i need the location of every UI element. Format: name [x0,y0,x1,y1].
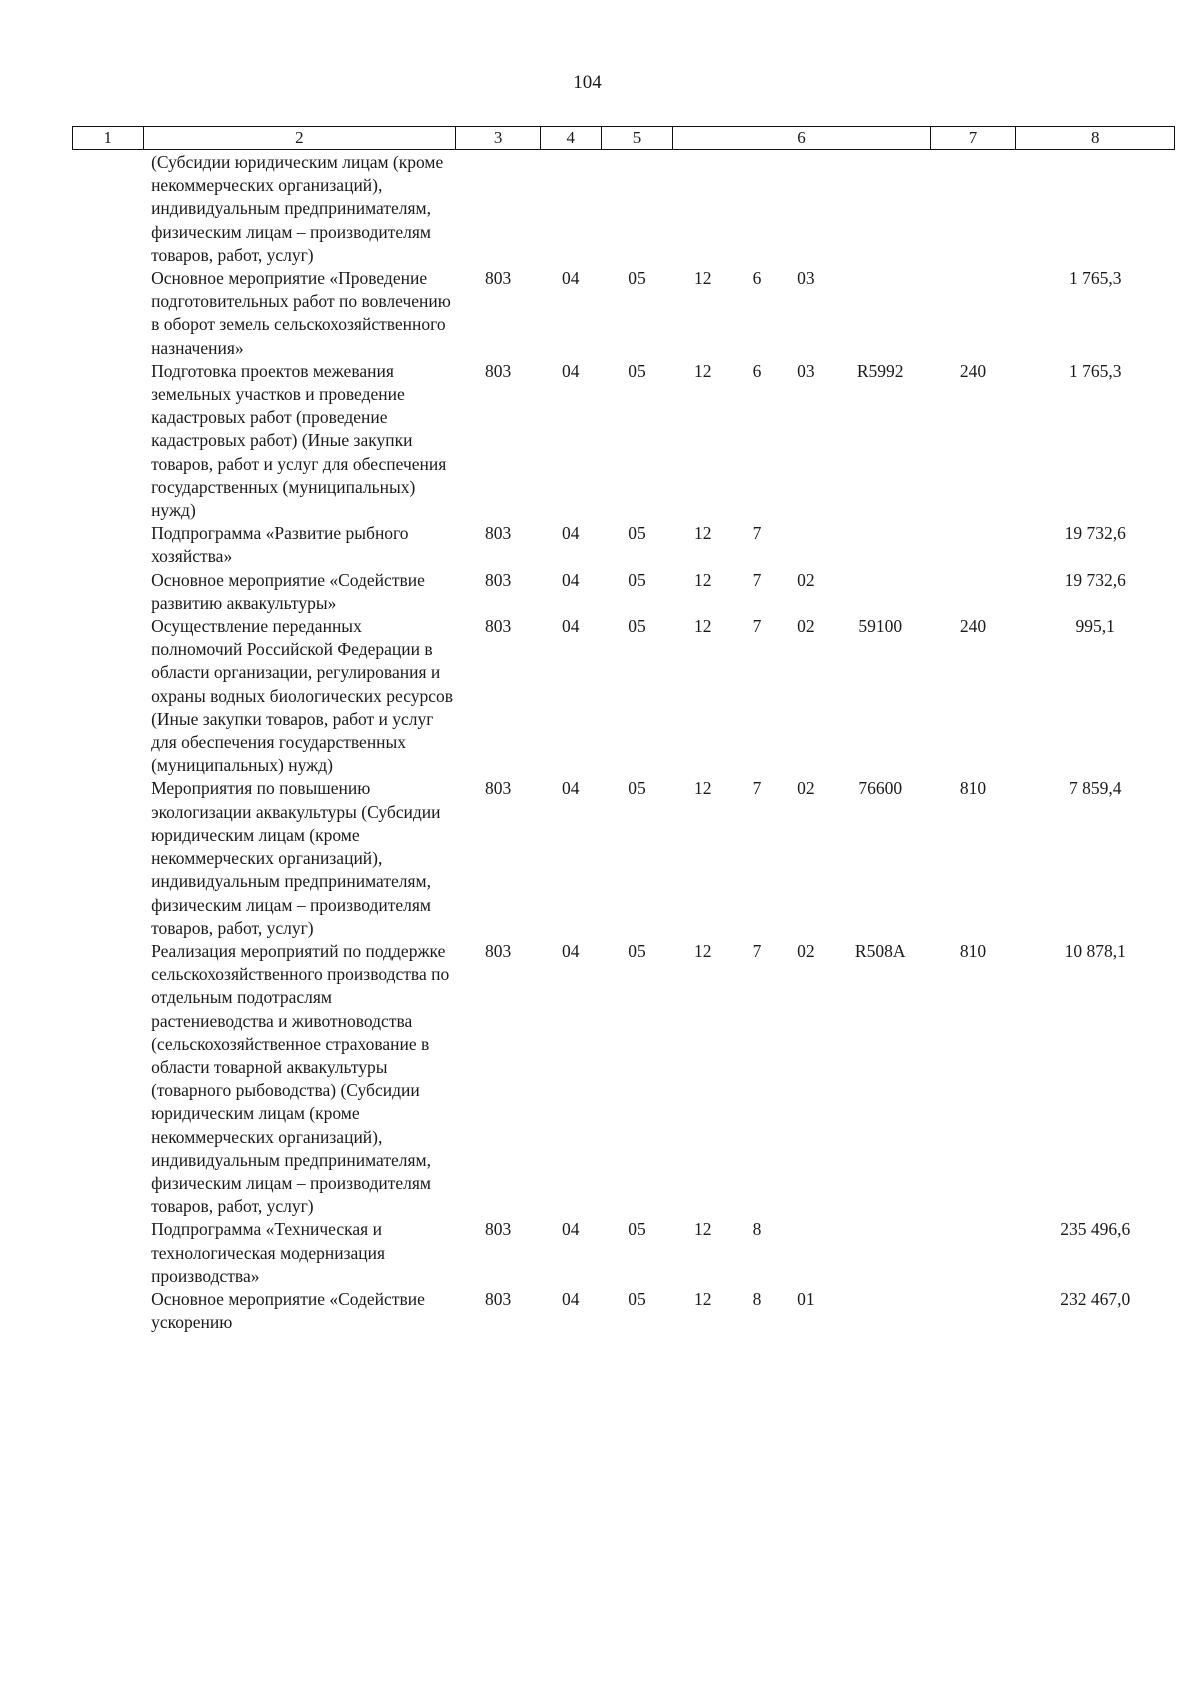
activity-code: 02 [797,616,815,637]
subprogram-code: 6 [752,268,762,289]
section-code: 04 [562,569,580,590]
page-number: 104 [573,72,602,93]
amount: 19 732,6 [1064,523,1126,544]
subprogram-code: 7 [752,778,762,799]
amount: 232 467,0 [1060,1288,1131,1309]
item-name: (Субсидии юридическим лицам (кроме некоммерческих организаций), индивидуальным предпринимателям, физическим лицам – производителям товаров, работ, услуг) [151,152,444,265]
program-code [673,150,733,268]
section-code: 04 [562,778,580,799]
subsection-code: 05 [628,940,646,961]
section-code: 04 [562,523,580,544]
section-code: 04 [562,268,580,289]
activity-code [781,150,830,268]
program-code: 12 [693,569,712,590]
table-body [73,150,1175,1335]
direction-code: R5992 [856,360,904,381]
ministry-code: 803 [484,940,512,961]
subprogram-code: 6 [752,360,762,381]
direction-code: R508A [854,940,906,961]
amount [1016,150,1175,268]
first-col-cell [73,777,144,939]
item-name: Основное мероприятие «Содействие развитию аквакультуры» [151,569,425,613]
section-code: 04 [562,616,580,637]
subsection-code: 05 [628,569,646,590]
activity-code: 01 [797,1288,815,1309]
item-name: Подпрограмма «Развитие рыбного хозяйства» [151,523,409,567]
expense-type-code: 810 [959,940,987,961]
subsection-code: 05 [628,360,646,381]
section-code: 04 [562,1288,580,1309]
item-name: Реализация мероприятий по поддержке сельскохозяйственного производства по отдельным подотраслям растениеводства и животноводства (сельскохозяйственное страхование в области товарной аквакультуры (товарного рыбоводства) (Субсидии юридическим лицам (кроме некоммерческих организаций), индивидуальным предпринимателям, физическим лицам – производителям товаров, работ, услуг) [151,940,450,1217]
activity-code: 03 [797,360,815,381]
program-code: 12 [693,616,712,637]
section-code: 04 [562,940,580,961]
activity-code: 02 [797,940,815,961]
program-code: 12 [693,940,712,961]
first-col-cell [73,1218,144,1288]
amount: 995,1 [1075,616,1115,637]
direction-code: 76600 [858,778,903,799]
header-col-6: 6 [673,127,930,150]
subsection-code: 05 [628,1288,646,1309]
subprogram-code: 8 [752,1288,762,1309]
item-name: Основное мероприятие «Содействие ускорению [151,1288,425,1333]
ministry-code: 803 [484,778,512,799]
ministry-code: 803 [484,523,512,544]
amount: 19 732,6 [1064,569,1126,590]
subsection-code: 05 [628,523,646,544]
subprogram-code: 7 [752,940,762,961]
section-code: 04 [562,360,580,381]
subprogram-code: 7 [752,523,762,544]
first-col-cell [73,940,144,1218]
table-row [73,569,1175,615]
direction-code [830,267,930,360]
subsection-code [601,150,673,268]
subprogram-code: 7 [752,569,762,590]
budget-table [72,126,1175,1334]
item-name: Осуществление переданных полномочий Российской Федерации в области организации, регулирования и охраны водных биологических ресурсов (Иные закупки товаров, работ и услуг для обеспечения государственных (муниципальных) нужд) [151,616,454,776]
expense-type-code: 810 [959,778,987,799]
item-name: Подпрограмма «Техническая и технологическая модернизация производства» [151,1219,386,1286]
ministry-code: 803 [484,1288,512,1309]
amount: 1 765,3 [1068,360,1122,381]
header-col-3: 3 [456,127,541,150]
table-row [73,267,1175,360]
program-code: 12 [693,1288,712,1309]
first-col-cell [73,1288,144,1334]
header-col-8: 8 [1016,127,1175,150]
amount: 10 878,1 [1064,940,1126,961]
ministry-code: 803 [484,1219,512,1240]
direction-code [830,150,930,268]
direction-code [830,1288,930,1334]
table-row [73,1288,1175,1334]
ministry-code: 803 [484,268,512,289]
ministry-code [456,150,541,268]
header-row [73,127,1175,150]
table-row [73,1218,1175,1288]
ministry-code: 803 [484,360,512,381]
item-name: Подготовка проектов межевания земельных участков и проведение кадастровых работ (проведение кадастровых работ) (Иные закупки товаров, работ и услуг для обеспечения государственных (муниципальных) нужд) [151,360,447,521]
expense-type-code [930,1218,1016,1288]
amount: 7 859,4 [1068,778,1122,799]
ministry-code: 803 [484,616,512,637]
first-col-cell [73,360,144,522]
program-code: 12 [693,268,712,289]
first-col-cell [73,569,144,615]
first-col-cell [73,615,144,777]
expense-type-code [930,1288,1016,1334]
program-code: 12 [693,523,712,544]
table-row [73,615,1175,777]
expense-type-code [930,267,1016,360]
activity-code: 02 [797,778,815,799]
expense-type-code [930,150,1016,268]
ministry-code: 803 [484,569,512,590]
program-code: 12 [693,360,712,381]
header-col-2: 2 [143,127,456,150]
direction-code [830,1218,930,1288]
table-row [73,940,1175,1218]
item-name: Основное мероприятие «Проведение подготовительных работ по вовлечению в оборот земель сельскохозяйственного назначения» [151,268,451,358]
header-col-1: 1 [73,127,144,150]
expense-type-code: 240 [959,616,987,637]
item-name: Мероприятия по повышению экологизации аквакультуры (Субсидии юридическим лицам (кроме некоммерческих организаций), индивидуальным предпринимателям, физическим лицам – производителям товаров, работ, услуг) [151,778,441,938]
direction-code [830,569,930,615]
header-col-5: 5 [601,127,673,150]
header-col-7: 7 [930,127,1016,150]
section-code [540,150,601,268]
table-row [73,150,1175,268]
direction-code [830,522,930,568]
subsection-code: 05 [628,1219,646,1240]
first-col-cell [73,150,144,268]
amount: 1 765,3 [1068,268,1122,289]
activity-code [781,1218,830,1288]
expense-type-code [930,522,1016,568]
subprogram-code: 8 [752,1219,762,1240]
program-code: 12 [693,1219,712,1240]
activity-code: 03 [797,268,815,289]
expense-type-code: 240 [959,360,987,381]
expense-type-code [930,569,1016,615]
program-code: 12 [693,778,712,799]
activity-code [781,522,830,568]
amount: 235 496,6 [1060,1219,1131,1240]
first-col-cell [73,267,144,360]
subprogram-code: 7 [752,616,762,637]
table-row [73,777,1175,939]
activity-code: 02 [797,569,815,590]
subsection-code: 05 [628,268,646,289]
table-row [73,360,1175,522]
header-col-4: 4 [540,127,601,150]
subsection-code: 05 [628,778,646,799]
first-col-cell [73,522,144,568]
table-row [73,522,1175,568]
section-code: 04 [562,1219,580,1240]
direction-code: 59100 [858,616,903,637]
subprogram-code [733,150,782,268]
subsection-code: 05 [628,616,646,637]
